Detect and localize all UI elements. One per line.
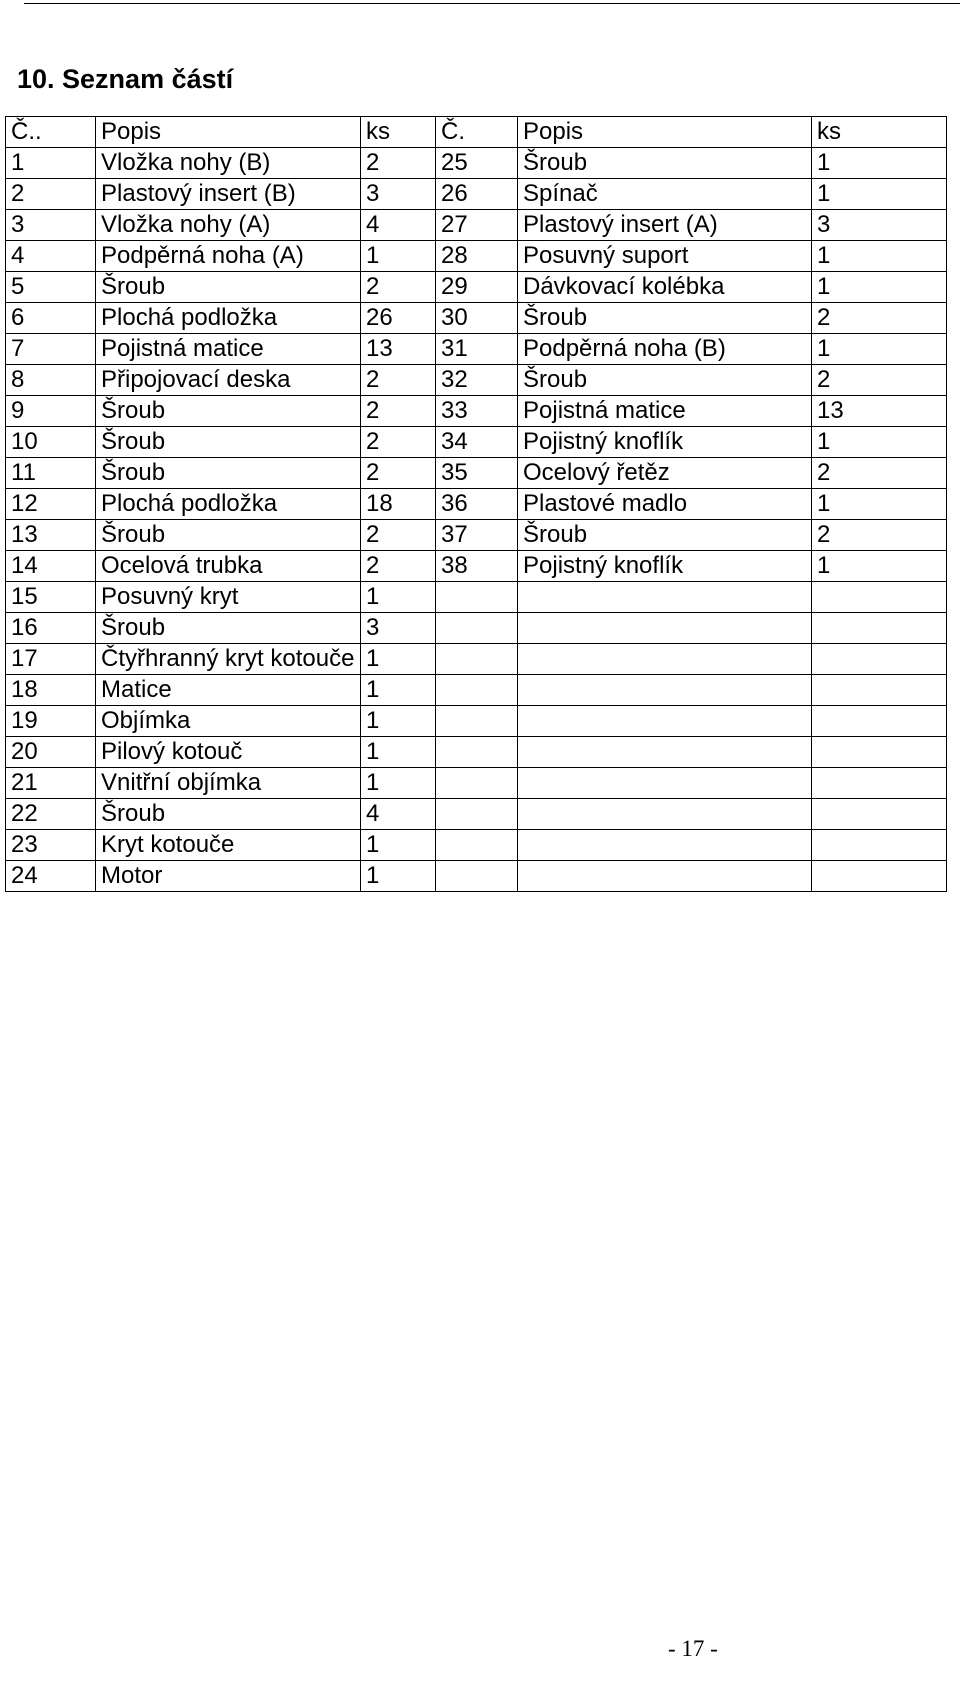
part-desc-left: Šroub <box>96 520 361 551</box>
part-qty-left: 2 <box>361 458 436 489</box>
part-qty-left: 2 <box>361 427 436 458</box>
part-qty-right <box>812 582 947 613</box>
part-number-right: 25 <box>436 148 518 179</box>
part-qty-right: 2 <box>812 458 947 489</box>
table-row <box>6 520 947 551</box>
part-number-left: 21 <box>6 768 96 799</box>
part-desc-left: Šroub <box>96 272 361 303</box>
header-cell-qty-left: ks <box>361 117 436 148</box>
part-desc-right <box>518 830 812 861</box>
part-desc-left: Pojistná matice <box>96 334 361 365</box>
part-number-left: 20 <box>6 737 96 768</box>
part-qty-right <box>812 861 947 892</box>
part-desc-right: Šroub <box>518 520 812 551</box>
part-desc-right: Plastový insert (A) <box>518 210 812 241</box>
part-qty-right <box>812 799 947 830</box>
part-number-left: 16 <box>6 613 96 644</box>
part-number-left: 14 <box>6 551 96 582</box>
part-number-left: 9 <box>6 396 96 427</box>
part-desc-right <box>518 799 812 830</box>
part-number-left: 15 <box>6 582 96 613</box>
part-desc-left: Šroub <box>96 799 361 830</box>
part-desc-right <box>518 582 812 613</box>
part-qty-right: 1 <box>812 334 947 365</box>
part-desc-right: Plastové madlo <box>518 489 812 520</box>
part-number-right <box>436 799 518 830</box>
part-qty-left: 3 <box>361 613 436 644</box>
part-number-left: 8 <box>6 365 96 396</box>
part-number-right: 36 <box>436 489 518 520</box>
part-qty-right: 1 <box>812 179 947 210</box>
part-qty-right: 1 <box>812 551 947 582</box>
part-qty-right: 3 <box>812 210 947 241</box>
part-qty-right: 2 <box>812 520 947 551</box>
part-qty-left: 1 <box>361 768 436 799</box>
header-cell-no-left: Č.. <box>6 117 96 148</box>
part-qty-left: 2 <box>361 272 436 303</box>
part-desc-left: Vnitřní objímka <box>96 768 361 799</box>
table-row <box>6 551 947 582</box>
table-row <box>6 303 947 334</box>
table-row <box>6 334 947 365</box>
part-qty-right: 1 <box>812 241 947 272</box>
part-number-left: 24 <box>6 861 96 892</box>
part-number-left: 17 <box>6 644 96 675</box>
part-desc-left: Šroub <box>96 458 361 489</box>
part-number-right <box>436 768 518 799</box>
part-number-right: 27 <box>436 210 518 241</box>
part-number-right: 38 <box>436 551 518 582</box>
part-qty-right: 1 <box>812 148 947 179</box>
table-row <box>6 396 947 427</box>
part-qty-left: 18 <box>361 489 436 520</box>
part-qty-left: 4 <box>361 210 436 241</box>
part-desc-left: Objímka <box>96 706 361 737</box>
part-desc-left: Připojovací deska <box>96 365 361 396</box>
part-number-left: 2 <box>6 179 96 210</box>
part-desc-left: Podpěrná noha (A) <box>96 241 361 272</box>
table-row <box>6 613 947 644</box>
part-desc-right: Pojistný knoflík <box>518 427 812 458</box>
table-row <box>6 210 947 241</box>
part-number-left: 18 <box>6 675 96 706</box>
part-qty-left: 26 <box>361 303 436 334</box>
part-qty-right: 1 <box>812 489 947 520</box>
table-row <box>6 768 947 799</box>
part-desc-right: Spínač <box>518 179 812 210</box>
part-desc-right: Ocelový řetěz <box>518 458 812 489</box>
part-qty-right <box>812 768 947 799</box>
table-row <box>6 861 947 892</box>
section-heading: 10. Seznam částí <box>17 64 234 94</box>
part-qty-right: 1 <box>812 427 947 458</box>
table-row <box>6 675 947 706</box>
part-number-right <box>436 613 518 644</box>
part-number-right <box>436 582 518 613</box>
part-desc-left: Šroub <box>96 613 361 644</box>
part-number-left: 23 <box>6 830 96 861</box>
part-number-right: 37 <box>436 520 518 551</box>
part-qty-right: 2 <box>812 303 947 334</box>
part-qty-left: 2 <box>361 396 436 427</box>
part-desc-right: Pojistná matice <box>518 396 812 427</box>
part-number-right: 31 <box>436 334 518 365</box>
part-desc-left: Plochá podložka <box>96 489 361 520</box>
part-number-right <box>436 706 518 737</box>
header-cell-desc-left: Popis <box>96 117 361 148</box>
part-qty-right <box>812 675 947 706</box>
part-qty-right <box>812 737 947 768</box>
part-qty-left: 2 <box>361 365 436 396</box>
part-qty-right: 13 <box>812 396 947 427</box>
part-number-left: 7 <box>6 334 96 365</box>
part-desc-left: Šroub <box>96 396 361 427</box>
part-desc-left: Motor <box>96 861 361 892</box>
parts-table <box>5 116 947 892</box>
part-qty-left: 1 <box>361 675 436 706</box>
part-desc-right: Šroub <box>518 148 812 179</box>
header-cell-desc-right: Popis <box>518 117 812 148</box>
part-qty-left: 1 <box>361 644 436 675</box>
part-number-right <box>436 737 518 768</box>
part-number-right: 29 <box>436 272 518 303</box>
part-number-left: 3 <box>6 210 96 241</box>
part-qty-left: 1 <box>361 582 436 613</box>
header-cell-qty-right: ks <box>812 117 947 148</box>
table-row <box>6 489 947 520</box>
part-desc-right: Dávkovací kolébka <box>518 272 812 303</box>
part-number-left: 10 <box>6 427 96 458</box>
part-qty-right <box>812 706 947 737</box>
part-qty-right <box>812 830 947 861</box>
part-qty-left: 2 <box>361 551 436 582</box>
part-desc-right: Podpěrná noha (B) <box>518 334 812 365</box>
part-number-left: 6 <box>6 303 96 334</box>
part-number-left: 12 <box>6 489 96 520</box>
part-number-right: 33 <box>436 396 518 427</box>
part-desc-left: Posuvný kryt <box>96 582 361 613</box>
part-number-left: 22 <box>6 799 96 830</box>
table-row <box>6 737 947 768</box>
part-number-right: 28 <box>436 241 518 272</box>
part-desc-right: Šroub <box>518 365 812 396</box>
part-desc-right <box>518 675 812 706</box>
top-rule <box>24 3 960 4</box>
part-desc-left: Čtyřhranný kryt kotouče <box>96 644 361 675</box>
part-desc-right: Posuvný suport <box>518 241 812 272</box>
part-number-right: 35 <box>436 458 518 489</box>
part-number-left: 13 <box>6 520 96 551</box>
part-desc-left: Šroub <box>96 427 361 458</box>
part-desc-left: Plochá podložka <box>96 303 361 334</box>
part-desc-right: Šroub <box>518 303 812 334</box>
page-number: - 17 - <box>668 1636 718 1661</box>
table-row <box>6 799 947 830</box>
table-row <box>6 365 947 396</box>
part-qty-left: 1 <box>361 830 436 861</box>
part-qty-left: 4 <box>361 799 436 830</box>
part-desc-right <box>518 737 812 768</box>
part-desc-right <box>518 861 812 892</box>
part-qty-left: 13 <box>361 334 436 365</box>
header-cell-no-right: Č. <box>436 117 518 148</box>
table-row <box>6 148 947 179</box>
part-number-right <box>436 644 518 675</box>
table-row <box>6 706 947 737</box>
part-desc-left: Vložka nohy (B) <box>96 148 361 179</box>
table-row <box>6 241 947 272</box>
part-desc-left: Vložka nohy (A) <box>96 210 361 241</box>
part-number-right <box>436 861 518 892</box>
table-row <box>6 427 947 458</box>
table-header-row <box>6 117 947 148</box>
table-row <box>6 272 947 303</box>
table-row <box>6 458 947 489</box>
table-row <box>6 644 947 675</box>
part-desc-left: Ocelová trubka <box>96 551 361 582</box>
part-qty-right <box>812 644 947 675</box>
table-row <box>6 179 947 210</box>
part-qty-left: 1 <box>361 706 436 737</box>
part-qty-left: 3 <box>361 179 436 210</box>
parts-table-body <box>6 117 947 892</box>
part-number-left: 5 <box>6 272 96 303</box>
part-qty-right: 2 <box>812 365 947 396</box>
part-desc-left: Matice <box>96 675 361 706</box>
part-desc-left: Kryt kotouče <box>96 830 361 861</box>
part-desc-right <box>518 768 812 799</box>
part-qty-left: 1 <box>361 861 436 892</box>
part-qty-left: 1 <box>361 241 436 272</box>
part-number-right <box>436 830 518 861</box>
part-desc-left: Pilový kotouč <box>96 737 361 768</box>
part-qty-right <box>812 613 947 644</box>
part-qty-left: 2 <box>361 148 436 179</box>
part-desc-right <box>518 644 812 675</box>
part-desc-right: Pojistný knoflík <box>518 551 812 582</box>
table-row <box>6 830 947 861</box>
part-number-left: 19 <box>6 706 96 737</box>
part-qty-left: 2 <box>361 520 436 551</box>
part-number-left: 1 <box>6 148 96 179</box>
part-number-left: 11 <box>6 458 96 489</box>
part-number-right <box>436 675 518 706</box>
table-row <box>6 582 947 613</box>
part-qty-right: 1 <box>812 272 947 303</box>
part-desc-right <box>518 613 812 644</box>
part-number-right: 26 <box>436 179 518 210</box>
part-number-right: 34 <box>436 427 518 458</box>
part-number-left: 4 <box>6 241 96 272</box>
part-number-right: 30 <box>436 303 518 334</box>
part-number-right: 32 <box>436 365 518 396</box>
part-qty-left: 1 <box>361 737 436 768</box>
part-desc-right <box>518 706 812 737</box>
part-desc-left: Plastový insert (B) <box>96 179 361 210</box>
